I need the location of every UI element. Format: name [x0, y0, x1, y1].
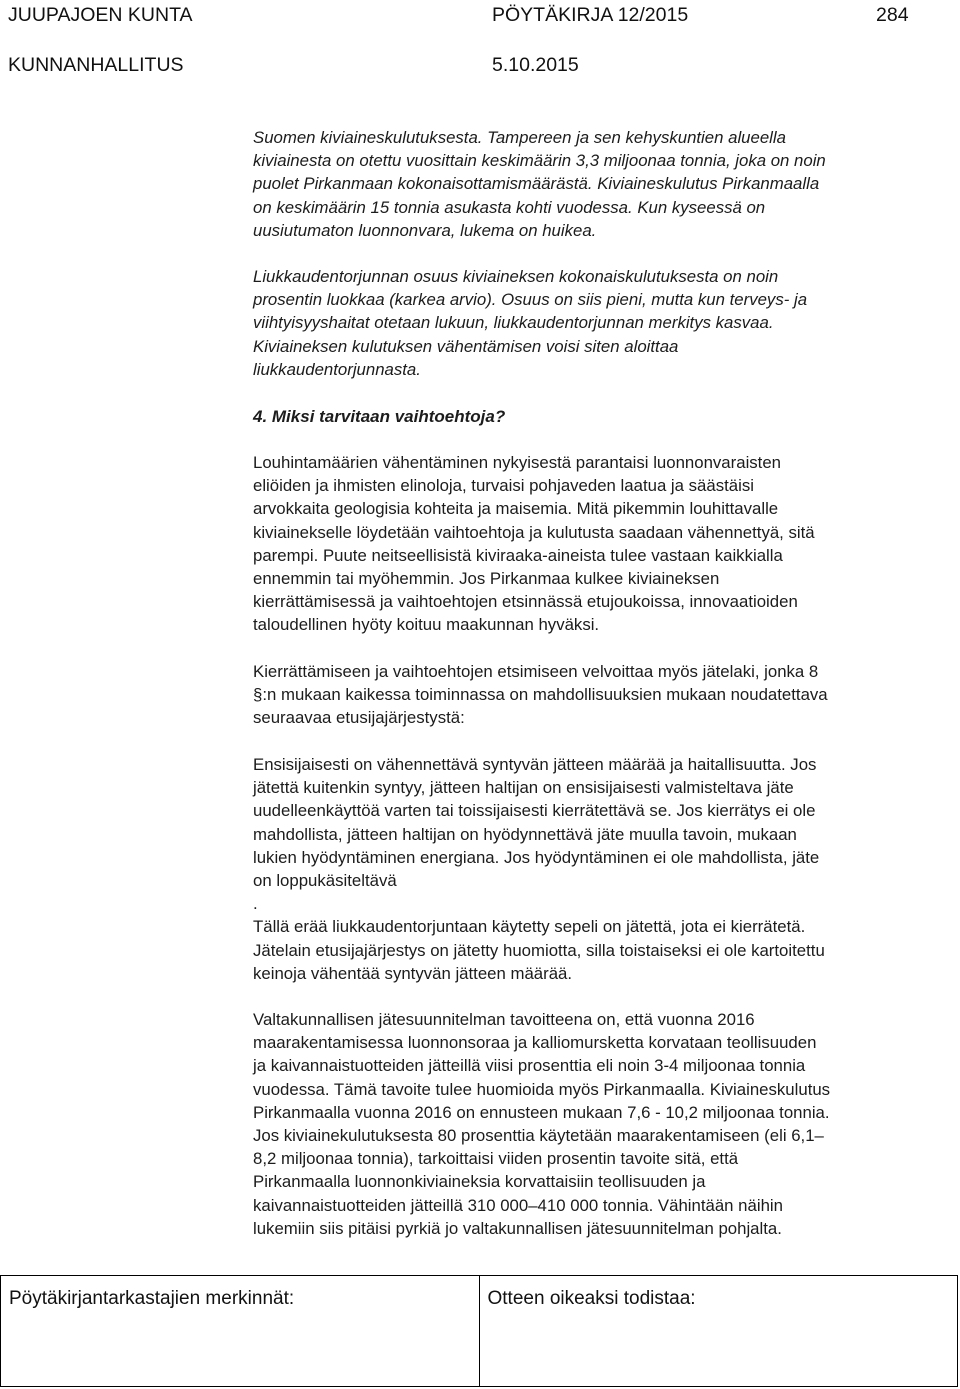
- document-title: PÖYTÄKIRJA 12/2015: [492, 4, 689, 26]
- text-line: prosentin luokkaa (karkea arvio). Osuus on siis pieni, mutta kun terveys- ja: [253, 290, 808, 310]
- text-line: on keskimäärin 15 tonnia asukasta kohti vuodessa. Kun kyseessä on: [253, 197, 766, 217]
- text-line: kiviainesta on otettu vuosittain keskimäärin 3,3 miljoonaa tonnia, joka on noin: [253, 151, 826, 171]
- text-line: Jätelain etusijajärjestys on jätetty huomiotta, silla toistaiseksi ei ole kartoitettu: [253, 940, 825, 960]
- text-line: ja kaivannaistuotteiden jätteillä viisi prosenttia eli noin 3-4 miljoonaa tonnia: [253, 1056, 806, 1076]
- text-line: §:n mukaan kaikessa toiminnassa on mahdollisuuksien mukaan noudatettava: [253, 685, 828, 705]
- text-line: seuraavaa etusijajärjestystä:: [253, 708, 465, 728]
- text-line: Pirkanmaalla luonnonkiviaineksia korvattaisiin teollisuuden ja: [253, 1172, 706, 1192]
- text-line: Liukkaudentorjunnan osuus kiviaineksen kokonaiskulutuksesta on noin: [253, 267, 779, 286]
- paragraph-6: [253, 1008, 953, 1240]
- text-line: liukkaudentorjunnasta.: [253, 359, 421, 379]
- text-line: mahdollista, jätteen haltijan on hyödynnettävä jäte muulla tavoin, mukaan: [253, 824, 797, 844]
- text-line: 8,2 miljoonaa tonnia), tarkoittaisi viiden prosentin tavoite sitä, että: [253, 1149, 739, 1169]
- text-line: kiviainekselle löydetään vaihtoehtoja ja kulutusta saadaan vähennettyä, sitä: [253, 522, 815, 542]
- text-line: Kierrättämiseen ja vaihtoehtojen etsimiseen velvoittaa myös jätelaki, jonka 8: [253, 662, 819, 681]
- text-line: lukien hyödyntäminen energiana. Jos hyödyntäminen ei ole mahdollista, jäte: [253, 847, 820, 867]
- certification-label: Otteen oikeaksi todistaa:: [487, 1288, 696, 1309]
- text-line: Tällä erää liukkaudentorjuntaan käytetty sepeli on jätettä, jota ei kierrätetä.: [253, 917, 806, 937]
- text-line: Jos kiviainekulutuksesta 80 prosenttia käytetään maarakentamiseen (eli 6,1–: [253, 1126, 824, 1146]
- text-line: keinoja vähentää syntyvän jätteen määrää.: [253, 963, 573, 983]
- text-line: on loppukäsiteltävä: [253, 871, 397, 891]
- text-line: uusiutumaton luonnonvara, lukema on huikea.: [253, 220, 597, 240]
- text-line: parempi. Puute neitseellisistä kiviraaka-aineista tulee vastaan kaikkialla: [253, 545, 783, 565]
- text-line: Ensisijaisesti on vähennettävä syntyvän jätteen määrää ja haitallisuutta. Jos: [253, 755, 817, 774]
- text-line: Louhintamäärien vähentäminen nykyisestä parantaisi luonnonvaraisten: [253, 453, 782, 472]
- committee-name: KUNNANHALLITUS: [8, 54, 184, 76]
- text-line: kaivannaistuotteiden jätteillä 310 000–410 000 tonnia. Vähintään näihin: [253, 1195, 783, 1215]
- text-line: vuodessa. Tämä tavoite tulee huomioida myös Pirkanmaalla. Kiviaineskulutus: [253, 1079, 831, 1099]
- text-line: uudelleenkäyttöä varten tai toissijaisesti kierrätettävä se. Jos kierrätys ei ole: [253, 801, 816, 821]
- text-line: puolet Pirkanmaan kokonaisottamismäärästä. Kiviaineskulutus Pirkanmaalla: [253, 174, 820, 194]
- municipality-name: JUUPAJOEN KUNTA: [8, 4, 193, 26]
- certification-cell: [479, 1276, 958, 1386]
- text-line: jätettä kuitenkin syntyy, jätteen haltijan on ensisijaisesti valmisteltava jäte: [253, 778, 794, 798]
- reviewer-notes-label: Pöytäkirjantarkastajien merkinnät:: [9, 1288, 295, 1309]
- text-line: eliöiden ja ihmisten elinoloja, turvaisi pohjaveden laatua ja säästäisi: [253, 476, 754, 496]
- text-line: ennemmin tai myöhemmin. Jos Pirkanmaa kulkee kiviaineksen: [253, 569, 720, 589]
- paragraph-4: [253, 660, 953, 730]
- text-line: viihtyisyyshaitat otetaan lukuun, liukkaudentorjunnan merkitys kasvaa.: [253, 313, 774, 333]
- text-line: Pirkanmaalla vuonna 2016 on ennusteen mukaan 7,6 - 10,2 miljoonaa tonnia.: [253, 1102, 830, 1122]
- footer-signature-box: [0, 1275, 958, 1387]
- text-line: Suomen kiviaineskulutuksesta. Tampereen ja sen kehyskuntien alueella: [253, 128, 786, 147]
- text-line: lukemiin siis pitäisi pyrkiä jo valtakunnallisen jätesuunnitelman pohjalta.: [253, 1218, 782, 1238]
- paragraph-1: [253, 126, 953, 242]
- meeting-date: 5.10.2015: [492, 54, 579, 76]
- page-number: 284: [876, 4, 909, 26]
- paragraph-5: [253, 753, 953, 985]
- section-heading: 4. Miksi tarvitaan vaihtoehtoja?: [253, 407, 506, 426]
- text-line: maarakentamisessa luonnonsoraa ja kalliomursketta korvataan teollisuuden: [253, 1033, 817, 1053]
- text-line: .: [253, 894, 258, 914]
- reviewer-notes-cell: [1, 1276, 479, 1386]
- text-line: taloudellinen hyöty koituu maakunnan hyväksi.: [253, 615, 600, 635]
- paragraph-2: [253, 265, 953, 381]
- text-line: Kiviaineksen kulutuksen vähentämisen voisi siten aloittaa: [253, 336, 679, 356]
- paragraph-3: [253, 451, 953, 637]
- text-line: kierrättämisessä ja vaihtoehtojen etsinnässä etujoukoissa, innovaatioiden: [253, 592, 798, 612]
- text-line: Valtakunnallisen jätesuunnitelman tavoitteena on, että vuonna 2016: [253, 1010, 755, 1029]
- text-line: arvokkaita geologisia kohteita ja maisemia. Mitä pikemmin louhittavalle: [253, 499, 779, 519]
